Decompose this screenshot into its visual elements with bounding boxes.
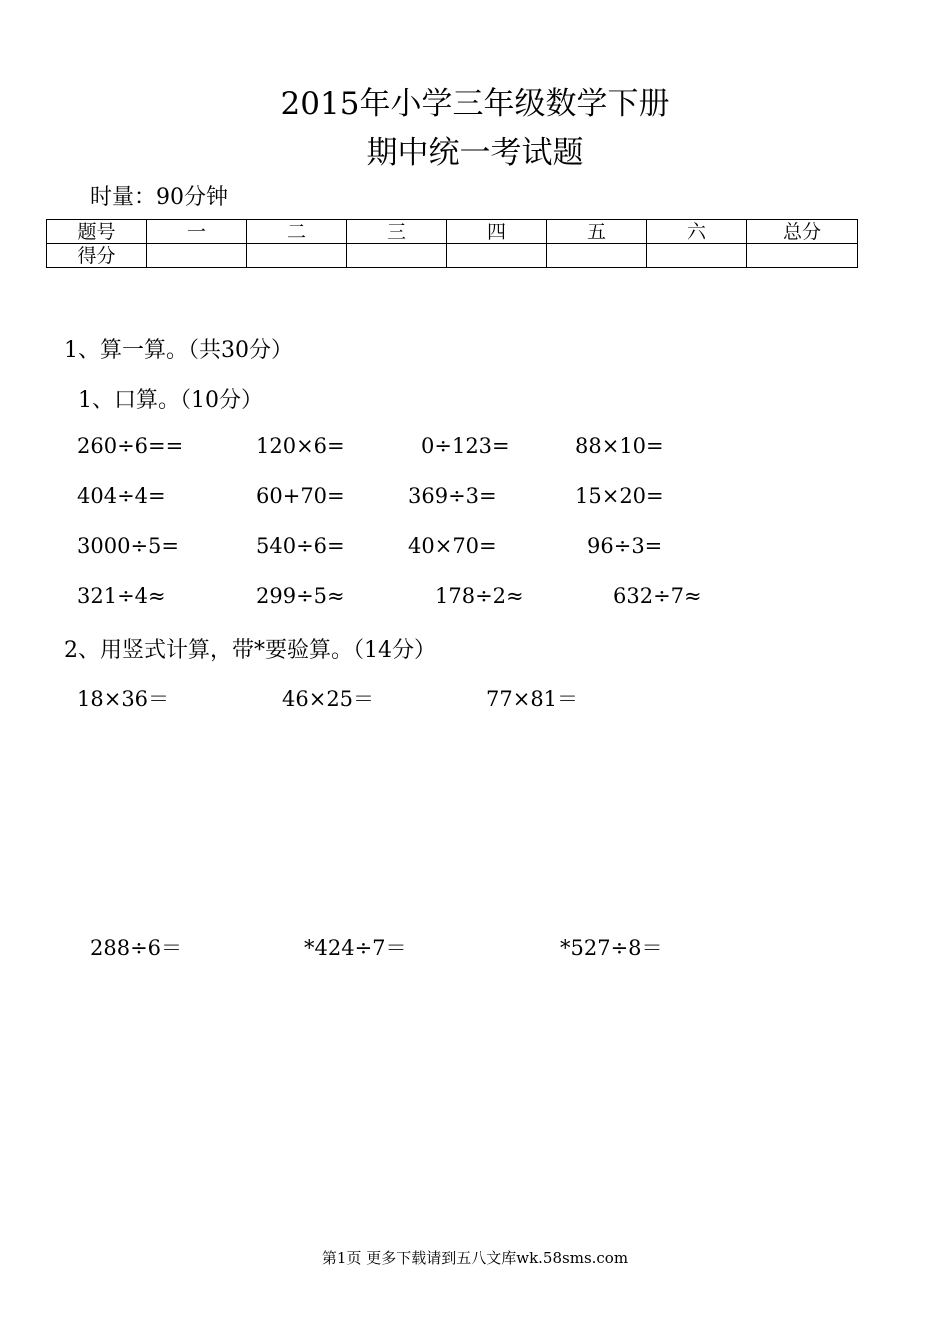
- score-table-header-cell: 总分: [747, 220, 858, 244]
- score-cell[interactable]: [247, 244, 347, 268]
- oral-problem: 60+70=: [256, 484, 345, 508]
- score-table-score-row: [47, 244, 858, 268]
- score-table-header-cell: 题号: [47, 220, 147, 244]
- vertical-problem: 77×81＝: [486, 687, 579, 711]
- vertical-problem: *424÷7＝: [304, 936, 407, 960]
- score-cell[interactable]: [447, 244, 547, 268]
- oral-problem: 96÷3=: [587, 534, 663, 558]
- exam-title-line1: 2015年小学三年级数学下册: [280, 86, 670, 122]
- score-table-header-cell: 五: [547, 220, 647, 244]
- score-table-header-cell: 二: [247, 220, 347, 244]
- oral-problem: 632÷7≈: [613, 584, 702, 608]
- score-table-header-cell: 六: [647, 220, 747, 244]
- score-table-header-cell: 一: [147, 220, 247, 244]
- exam-duration: 时量：90分钟: [90, 185, 228, 210]
- score-cell[interactable]: [347, 244, 447, 268]
- oral-problem: 178÷2≈: [435, 584, 524, 608]
- vertical-problem: 288÷6＝: [90, 936, 183, 960]
- oral-problem: 369÷3=: [408, 484, 497, 508]
- oral-problem: 40×70=: [408, 534, 497, 558]
- score-cell[interactable]: [647, 244, 747, 268]
- vertical-problem: 46×25＝: [282, 687, 375, 711]
- score-cell[interactable]: [147, 244, 247, 268]
- section-heading: 1、算一算。（共30分）: [64, 338, 293, 363]
- vertical-problem: *527÷8＝: [560, 936, 663, 960]
- oral-problem: 540÷6=: [256, 534, 345, 558]
- subsection-heading-vertical: 2、用竖式计算，带*要验算。（14分）: [64, 638, 436, 663]
- score-cell[interactable]: [547, 244, 647, 268]
- subsection-heading-oral: 1、口算。（10分）: [78, 388, 263, 413]
- score-row-label: 得分: [47, 244, 147, 268]
- oral-problem: 260÷6==: [77, 434, 184, 458]
- score-cell[interactable]: [747, 244, 858, 268]
- oral-problem: 0÷123=: [421, 434, 510, 458]
- score-table: [46, 219, 858, 268]
- oral-problem: 120×6=: [256, 434, 345, 458]
- oral-problem: 3000÷5=: [77, 534, 179, 558]
- oral-problem: 88×10=: [575, 434, 664, 458]
- score-table-header-cell: 三: [347, 220, 447, 244]
- oral-problem: 404÷4=: [77, 484, 166, 508]
- oral-problem: 15×20=: [575, 484, 664, 508]
- oral-problem: 321÷4≈: [77, 584, 166, 608]
- page-footer: 第1页 更多下载请到五八文库wk.58sms.com: [321, 1249, 629, 1267]
- oral-problem: 299÷5≈: [256, 584, 345, 608]
- exam-title-line2: 期中统一考试题: [366, 135, 584, 171]
- score-table-header-row: [47, 220, 858, 244]
- vertical-problem: 18×36＝: [77, 687, 170, 711]
- score-table-header-cell: 四: [447, 220, 547, 244]
